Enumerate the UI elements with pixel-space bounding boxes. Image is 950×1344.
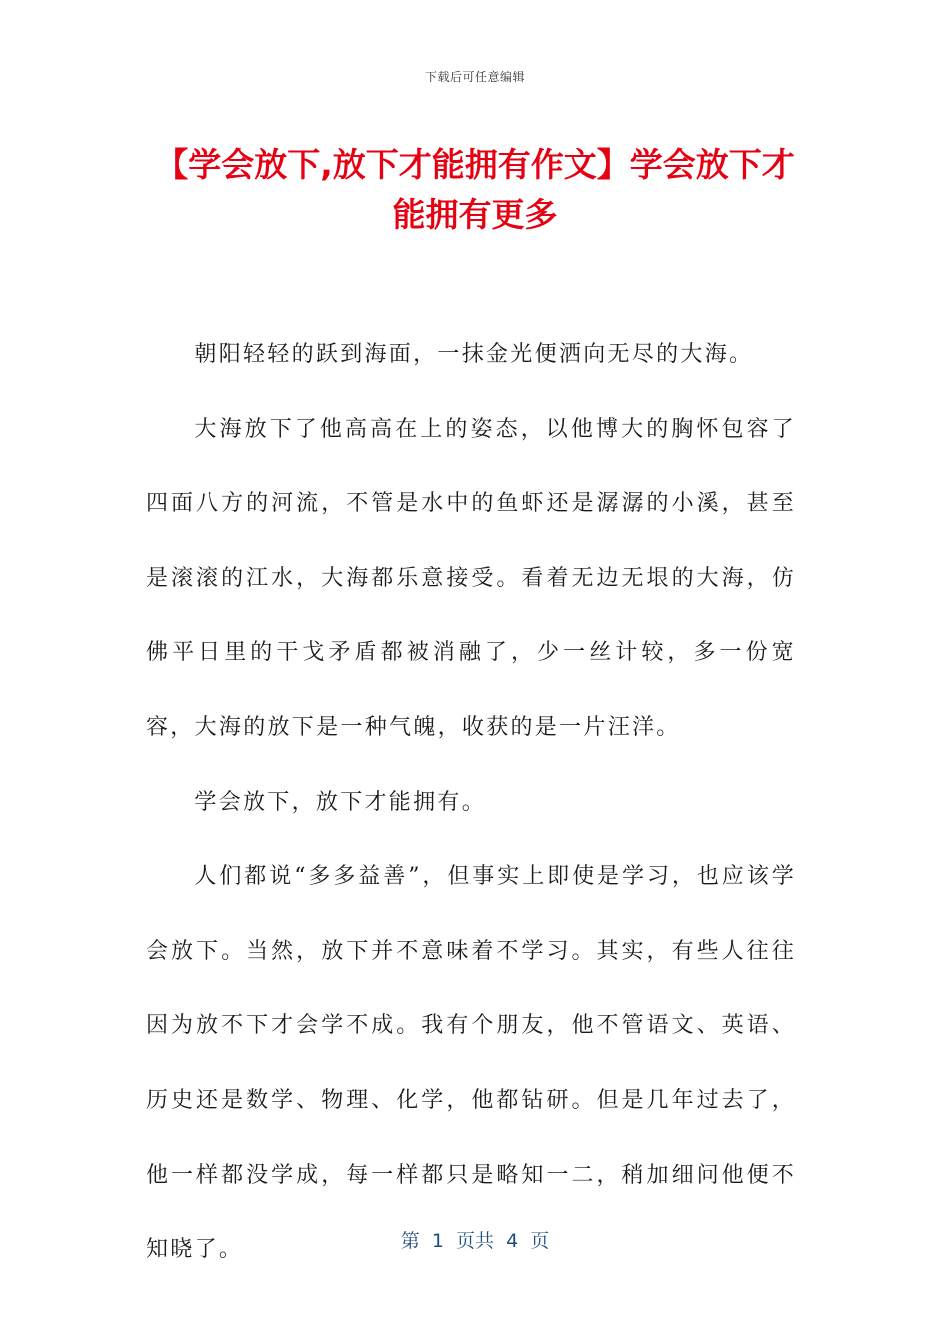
- page-footer: [0, 1226, 950, 1253]
- page-number: 1: [431, 1230, 444, 1252]
- page-mid: 页共: [443, 1230, 507, 1252]
- paragraph: 朝阳轻轻的跃到海面，一抹金光便洒向无尽的大海。: [194, 342, 754, 367]
- document-title: 【学会放下,放下才能拥有作文】学会放下才能拥有更多: [155, 145, 795, 234]
- page-prefix: 第: [400, 1230, 432, 1252]
- page-suffix: 页: [518, 1230, 550, 1252]
- paragraph: 学会放下，放下才能拥有。: [194, 789, 486, 815]
- header-note: 下载后可任意编辑: [424, 70, 525, 84]
- paragraph: 人们都说“多多益善”，但事实上即使是学习，也应该学会放下。当然，放下并不意味着不学习。其实，有些人往往因为放不下才会学不成。我有个朋友，他不管语文、英语、历史还是数学、物理、化学，他都钻研。但是几年过去了，他一样都没学成，每一样都只是略知一二，稍加细问他便不知晓了。: [146, 864, 796, 1263]
- page-total: 4: [506, 1230, 519, 1252]
- paragraph: 大海放下了他高高在上的姿态，以他博大的胸怀包容了四面八方的河流，不管是水中的鱼虾还是潺潺的小溪，甚至是滚滚的江水，大海都乐意接受。看着无边无垠的大海，仿佛平日里的干戈矛盾都被消融了，少一丝计较，多一份宽容，大海的放下是一种气魄，收获的是一片汪洋。: [146, 416, 796, 740]
- document-body: [146, 318, 796, 1288]
